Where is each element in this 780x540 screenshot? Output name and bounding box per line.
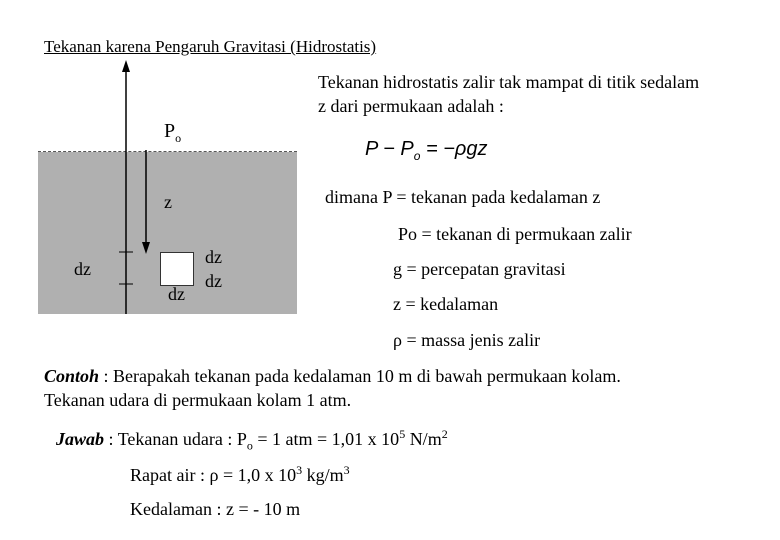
definition-rho: ρ = massa jenis zalir <box>393 330 541 350</box>
intro-line-2: z dari permukaan adalah : <box>318 96 504 116</box>
intro-line-1: Tekanan hidrostatis zalir tak mampat di titik sedalam <box>318 72 700 92</box>
diagram-lines <box>0 0 300 330</box>
depth-arrow-down-icon <box>142 242 150 254</box>
example-line-2: Tekanan udara di permukaan kolam 1 atm. <box>44 390 352 410</box>
example-line-1: Contoh : Berapakah tekanan pada kedalaman 10 m di bawah permukaan kolam. <box>44 366 621 386</box>
fluid-element <box>160 252 194 286</box>
definition-g: g = percepatan gravitasi <box>393 259 566 279</box>
answer-line-3: Kedalaman : z = - 10 m <box>130 499 301 519</box>
dz-left-label: dz <box>74 259 91 279</box>
answer-line-1: Jawab : Tekanan udara : $P_o = 1$ atm = 1,01 x $10^5$ $N/m^2$ <box>56 427 448 453</box>
answer-line-2: Rapat air : ρ = 1,0 x $10^3$ $kg/m^3$ <box>130 463 350 485</box>
depth-label: z <box>164 192 172 212</box>
dz-right-top-label: dz <box>205 247 222 267</box>
definition-po: Po = tekanan di permukaan zalir <box>398 224 632 244</box>
definition-z: z = kedalaman <box>393 294 499 314</box>
answer-label: Jawab <box>56 429 105 449</box>
definition-p: dimana P = tekanan pada kedalaman z <box>325 187 601 207</box>
dz-bottom-label: dz <box>168 284 185 304</box>
axis-arrow-up-icon <box>122 60 130 72</box>
hydrostatic-formula: $P - P_o = -\rho gz$ <box>365 138 488 163</box>
example-label: Contoh <box>44 366 100 386</box>
surface-pressure-label: $P_o$ <box>164 120 182 145</box>
dz-right-bottom-label: dz <box>205 271 222 291</box>
page-title: Tekanan karena Pengaruh Gravitasi (Hidrostatis) <box>44 37 377 56</box>
